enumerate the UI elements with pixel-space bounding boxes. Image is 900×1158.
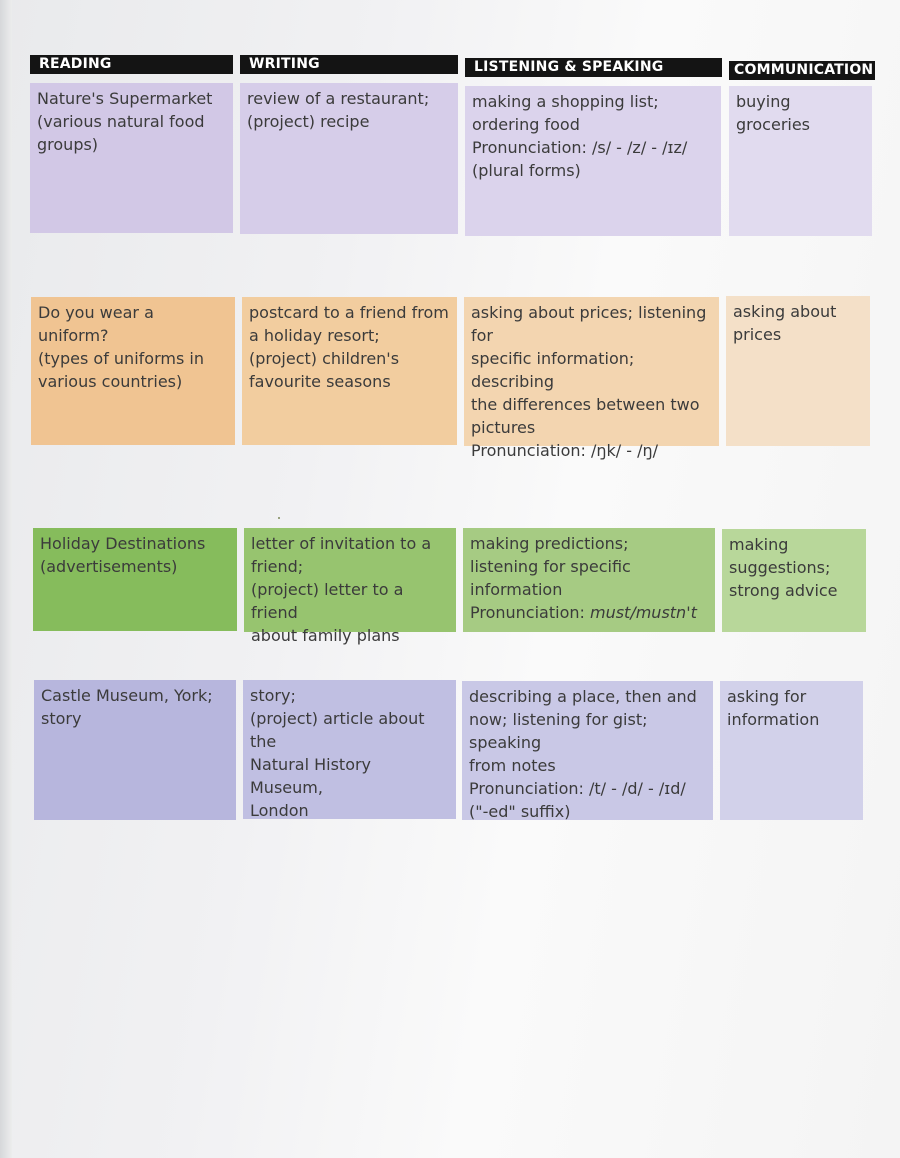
row3-writing-line: (project) letter to a friend [251, 580, 404, 622]
row2-communication-cell [726, 296, 870, 446]
row1-reading-line: (various natural food [37, 112, 205, 131]
row4-writing-line: Natural History Museum, [250, 755, 372, 797]
row2-writing-line: postcard to a friend from [249, 303, 449, 322]
row3-listening-line: making predictions; [470, 534, 629, 553]
row3-reading-line: Holiday Destinations [40, 534, 206, 553]
row2-writing-line: a holiday resort; [249, 326, 380, 345]
row3-writing-line: friend; [251, 557, 304, 576]
row4-reading-cell [34, 680, 236, 820]
row2-reading-cell [31, 297, 235, 445]
row1-listening-line: (plural forms) [472, 161, 581, 180]
row2-listening-line: pictures [471, 418, 536, 437]
row4-reading-line: Castle Museum, York; [41, 686, 213, 705]
pronunciation-label: Pronunciation: [470, 603, 590, 622]
row4-writing-line: story; [250, 686, 296, 705]
row3-communication-line: strong advice [729, 581, 838, 600]
row1-writing-line: review of a restaurant; [247, 89, 430, 108]
header-listening-speaking: LISTENING & SPEAKING [465, 58, 722, 77]
row3-communication-line: making [729, 535, 789, 554]
row2-listening-cell [464, 297, 719, 460]
row4-reading-line: story [41, 709, 82, 728]
row4-writing-line: (project) article about the [250, 709, 425, 751]
row4-listening-line: Pronunciation: /t/ - /d/ - /ɪd/ [469, 779, 686, 798]
row2-writing-line: favourite seasons [249, 372, 391, 391]
header-communication: COMMUNICATION [729, 61, 875, 80]
row1-communication-line: buying groceries [736, 92, 811, 134]
row2-writing-line: (project) children's [249, 349, 400, 368]
header-writing: WRITING [240, 55, 458, 74]
row1-reading-cell [30, 83, 233, 233]
row4-listening-cell [462, 681, 713, 820]
row4-writing-line: London [250, 801, 309, 820]
row3-listening-line: listening for specific information [470, 557, 631, 599]
row1-listening-line: making a shopping list; [472, 92, 659, 111]
row2-listening-line: specific information; describing [471, 349, 635, 391]
page-edge-shadow [0, 0, 12, 1158]
row2-listening-line: the differences between two [471, 395, 700, 414]
row4-communication-cell [720, 681, 863, 820]
row4-writing-cell [243, 680, 456, 819]
row3-reading-line: (advertisements) [40, 557, 178, 576]
row1-writing-cell [240, 83, 458, 234]
row1-reading-line: groups) [37, 135, 99, 154]
row2-reading-line: Do you wear a uniform? [38, 303, 154, 345]
row4-communication-line: information [727, 710, 820, 729]
row3-communication-cell [722, 529, 866, 632]
row2-reading-line: various countries) [38, 372, 183, 391]
row2-communication-line: asking about [733, 302, 837, 321]
row4-listening-line: now; listening for gist; speaking [469, 710, 648, 752]
row1-reading-line: Nature's Supermarket [37, 89, 213, 108]
row1-listening-line: ordering food [472, 115, 580, 134]
row3-communication-line: suggestions; [729, 558, 831, 577]
row1-writing-line: (project) recipe [247, 112, 370, 131]
row2-writing-cell [242, 297, 457, 445]
row1-communication-cell [729, 86, 872, 236]
row4-communication-line: asking for [727, 687, 807, 706]
row3-reading-cell [33, 528, 237, 631]
speck [278, 517, 280, 519]
row3-writing-cell [244, 528, 456, 645]
pronunciation-italic: must/mustn't [589, 603, 697, 622]
row1-listening-cell [465, 86, 721, 236]
row2-listening-line: asking about prices; listening for [471, 303, 707, 345]
row1-listening-line: Pronunciation: /s/ - /z/ - /ɪz/ [472, 138, 688, 157]
row2-listening-line: Pronunciation: /ŋk/ - /ŋ/ [471, 441, 659, 460]
row4-listening-line: from notes [469, 756, 556, 775]
header-reading: READING [30, 55, 233, 74]
row3-writing-line: letter of invitation to a [251, 534, 432, 553]
row4-listening-line: ("-ed" suffix) [469, 802, 571, 821]
row3-listening-line [470, 601, 708, 624]
row3-writing-line: about family plans [251, 626, 400, 645]
row4-listening-line: describing a place, then and [469, 687, 697, 706]
row2-reading-line: (types of uniforms in [38, 349, 204, 368]
row3-listening-cell [463, 528, 715, 632]
row2-communication-line: prices [733, 325, 782, 344]
